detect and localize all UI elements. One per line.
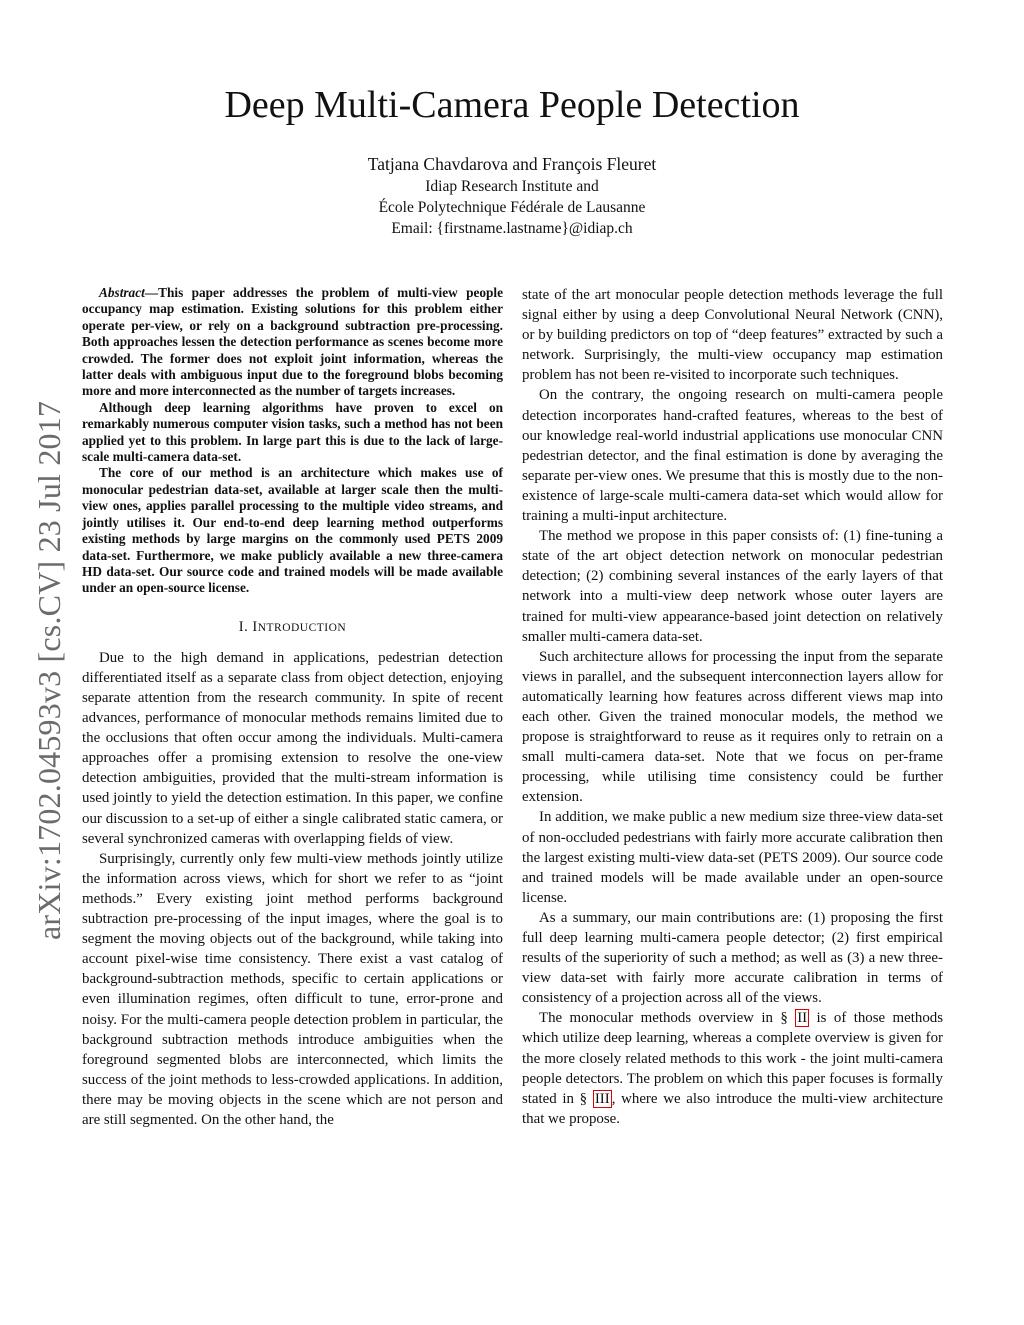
intro-paragraph-5: The method we propose in this paper consists of: (1) fine-tuning a state of the art object detection network on monocular pedestrian detection; (2) combining several instances of the early layers of that network into a multi-view deep network whose outer layers are trained for multi-view appearance-based joint detection on relatively smaller multi-camera data-set.: [522, 528, 943, 645]
section-number: I.: [238, 618, 253, 635]
intro-paragraph-8: As a summary, our main contributions are: (1) proposing the first full deep learning multi-camera people detector; (2) first empirical results of the superiority of such a method; as well as (3) a new three-view data-set with fairly more accurate calibration in terms of consistency of a projection across all of the views.: [522, 909, 943, 1007]
para9-text-b: is of those methods which utilize deep learning, whereas a complete overview is given for the more closely related methods to this work - the joint multi-camera people detectors. The problem on which this paper focuses is formally stated in §: [522, 1010, 943, 1107]
abstract-paragraph-1: [82, 285, 503, 400]
arxiv-identifier[interactable]: arXiv:1702.04593v3 [cs.CV] 23 Jul 2017: [31, 400, 67, 940]
affiliation-1: Idiap Research Institute and: [425, 178, 599, 195]
intro-paragraph-1: Due to the high demand in applications, pedestrian detection differentiated itself as a separate class from object detection, enjoying separate attention from the research community. In spite of recent advances, performance of monocular methods remains limited due to the occlusions that often occur among the individuals. Multi-camera approaches offer a promising extension to resolve the one-view detection ambiguities, provided that the multi-stream information is used jointly to yield the detection estimation. In this paper, we confine our discussion to a set-up of either a single calibrated static camera, or several synchronized cameras with overlapping fields of view.: [82, 649, 503, 847]
intro-paragraph-4: On the contrary, the ongoing research on multi-camera people detection incorporates hand-crafted features, whereas to the best of our knowledge real-world industrial applications use monocular CNN pedestrian detector, and the final estimation is done by averaging the separate per-view ones. We presume that this is mostly due to the non-existence of large-scale multi-camera data-set which would allow for training a multi-input architecture.: [522, 387, 943, 525]
intro-paragraph-7: In addition, we make public a new medium size three-view data-set of non-occluded pedestrians with fairly more accurate calibration then the largest existing multi-view data-set (PETS 2009). Our source code and trained models will be made available under an open-source license.: [522, 809, 943, 906]
abstract-text-1: —This paper addresses the problem of multi-view people occupancy map estimation. Existing solutions for this problem either operate per-view, or rely on a background subtraction pre-processing. Both approaches lessen the detection performance as scenes become more crowded. The former does not exploit joint information, whereas the latter deals with ambiguous input due to the foreground blobs becoming more and more interconnected as the number of targets increases.: [82, 285, 503, 399]
para9-text-c: , where we also introduce the multi-view architecture that we propose.: [522, 1090, 943, 1127]
paper-title: Deep Multi-Camera People Detection: [224, 84, 800, 126]
left-column: [82, 285, 503, 1130]
abstract: [82, 285, 503, 597]
right-column: [522, 285, 943, 1129]
section-ref-link-3[interactable]: III: [594, 1090, 610, 1107]
author-block: [0, 154, 1024, 239]
section-first-letter: I: [252, 618, 258, 635]
abstract-paragraph-2: Although deep learning algorithms have proven to excel on remarkably numerous computer vision tasks, such a method has not been applied yet to this problem. In large part this is due to the lack of large-scale multi-camera data-set.: [82, 399, 503, 465]
affiliation-2: École Polytechnique Fédérale de Lausanne: [378, 199, 646, 216]
section-heading-introduction: [82, 617, 503, 638]
author-names: Tatjana Chavdarova and François Fleuret: [367, 154, 657, 174]
abstract-paragraph-3: The core of our method is an architecture which makes use of monocular pedestrian data-set, available at larger scale then the multi-view ones, applies parallel processing to the multiple video streams, and jointly utilises it. Our end-to-end deep learning method outperforms existing methods by large margins on the commonly used PETS 2009 data-set. Furthermore, we make publicly available a new three-camera HD data-set. Our source code and trained models will be made available under an open-source license.: [82, 465, 503, 596]
intro-paragraph-3: state of the art monocular people detection methods leverage the full signal either by using a deep Convolutional Neural Network (CNN), or by building predictors on top of “deep features” extracted by such a network. Surprisingly, the multi-view occupancy map estimation problem has not been re-visited to incorporate such techniques.: [522, 287, 943, 384]
intro-paragraph-2: Surprisingly, currently only few multi-view methods jointly utilize the information across views, which for short we refer to as “joint methods.” Every existing joint method performs background subtraction pre-processing of the input images, where the goal is to segment the moving objects out of the background, while taking into account pixel-wise time consistency. There exist a vast catalog of background-subtraction methods, specific to certain applications or even illumination regimes, often difficult to tune, error-prone and noisy. For the multi-camera people detection problem in particular, the background subtraction methods introduce ambiguities when the foreground segmented blobs are interconnected, which limits the success of the joint methods to less-crowded applications. In addition, there may be moving objects in the scene which are not person and are still segmented. On the other hand, the: [82, 850, 503, 1128]
section-title-rest: NTRODUCTION: [257, 621, 347, 634]
author-email[interactable]: Email: {firstname.lastname}@idiap.ch: [391, 220, 633, 237]
intro-paragraph-9: [522, 1008, 943, 1129]
section-ref-link-2[interactable]: II: [797, 1010, 808, 1027]
para9-text-a: The monocular methods overview in §: [539, 1010, 796, 1027]
abstract-label: Abstract: [99, 285, 145, 300]
intro-paragraph-6: Such architecture allows for processing the input from the separate views in parallel, and the subsequent interconnection layers allow for automatically learning how features across different views map into each other. Given the trained monocular models, the method we propose is straightforward to reuse as it requires only to retrain on a small multi-camera data-set. Note that we focus on per-frame processing, while utilising time consistency could be further extension.: [522, 648, 943, 806]
